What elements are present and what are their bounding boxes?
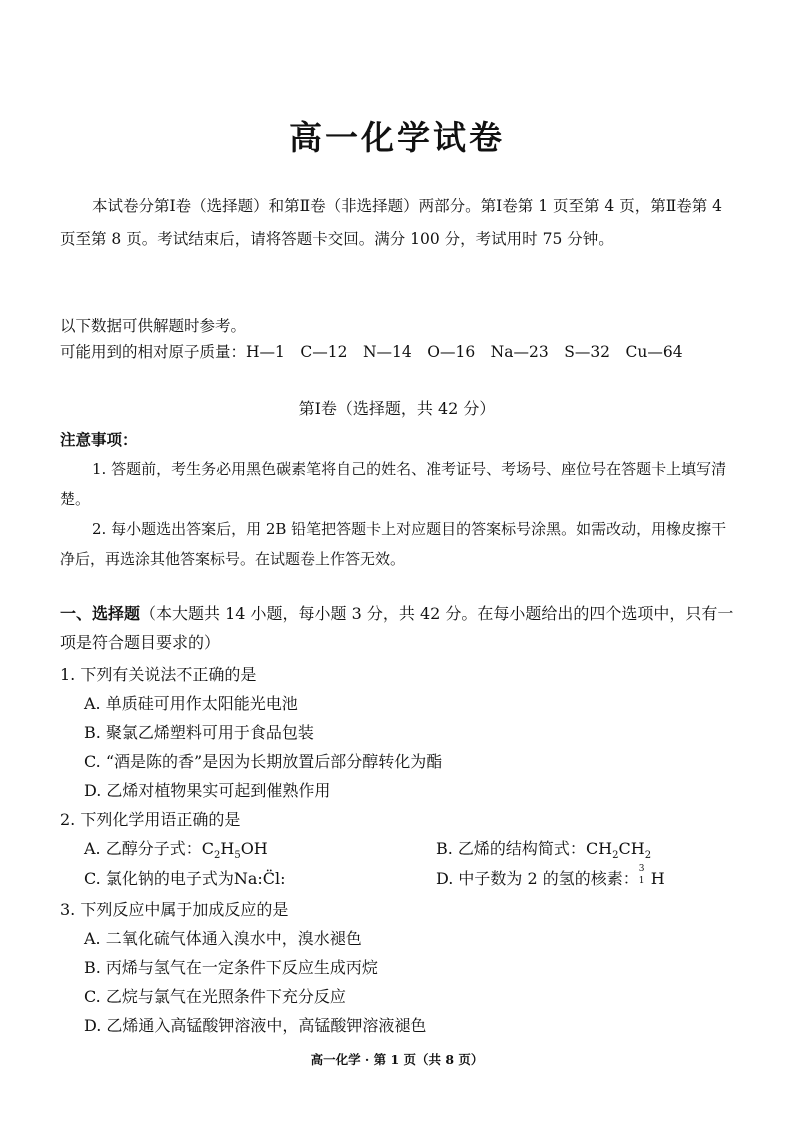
question-stem: 2. 下列化学用语正确的是 <box>60 810 241 829</box>
nuclide-notation: 3 1 <box>638 864 645 886</box>
question-option: C. 乙烷与氯气在光照条件下充分反应 <box>84 987 346 1006</box>
question-option: B. 丙烯与氢气在一定条件下反应生成丙烷 <box>84 958 378 977</box>
reference-note: 以下数据可供解题时参考。 <box>60 317 247 335</box>
question-option: A. 单质硅可用作太阳能光电池 <box>84 694 298 713</box>
option-text: B. 乙烯的结构简式： <box>436 839 586 858</box>
question-option-a <box>84 836 268 861</box>
question-option: A. 二氧化硫气体通入溴水中，溴水褪色 <box>84 929 362 948</box>
note-item: 2. 每小题选出答案后，用 2B 铅笔把答题卡上对应题目的答案标号涂黑。如需改动，用橡皮擦干净后，再选涂其他答案标号。在试题卷上作答无效。 <box>60 520 727 568</box>
electron-formula: Na:C̈l: <box>233 869 286 888</box>
mc-section-label: 一、选择题 <box>60 604 141 623</box>
option-text: D. 中子数为 2 的氢的核素： <box>436 869 639 888</box>
option-text: A. 乙醇分子式： <box>84 839 202 858</box>
question-stem: 3. 下列反应中属于加成反应的是 <box>60 900 289 919</box>
notes-title: 注意事项： <box>60 430 138 449</box>
question-option-d <box>436 866 665 889</box>
question-option-c <box>84 866 286 889</box>
page-footer: 高一化学 · 第 1 页（共 8 页） <box>310 1052 484 1067</box>
chemical-formula: $CH_2CH_2$ <box>585 839 652 862</box>
element-symbol: H <box>650 869 665 888</box>
question-stem: 1. 下列有关说法不正确的是 <box>60 665 257 684</box>
atomic-mass-line: 可能用到的相对原子质量：H—1 C—12 N—14 O—16 Na—23 S—32 Cu—64 <box>60 343 683 361</box>
chemical-formula: $C_2H_5OH$ <box>201 839 268 862</box>
exam-instructions: 本试卷分第Ⅰ卷（选择题）和第Ⅱ卷（非选择题）两部分。第Ⅰ卷第 1 页至第 4 页，第Ⅱ卷第 4 页至第 8 页。考试结束后，请将答题卡交回。满分 100 分，考试用时 75 分钟。 <box>60 197 723 248</box>
question-option: D. 乙烯通入高锰酸钾溶液中，高锰酸钾溶液褪色 <box>84 1016 427 1035</box>
page-title: 高一化学试卷 <box>289 118 505 157</box>
mc-section-description: （本大题共 14 小题，每小题 3 分，共 42 分。在每小题给出的四个选项中，只有一项是符合题目要求的） <box>60 604 734 652</box>
part1-heading: 第Ⅰ卷（选择题，共 42 分） <box>298 399 496 418</box>
question-option-b <box>436 836 651 861</box>
option-text: C. 氯化钠的电子式为 <box>84 869 234 888</box>
question-option: D. 乙烯对植物果实可起到催熟作用 <box>84 781 331 800</box>
question-option: B. 聚氯乙烯塑料可用于食品包装 <box>84 723 314 742</box>
mc-section-header <box>60 599 740 657</box>
question-option: C. “酒是陈的香”是因为长期放置后部分醇转化为酯 <box>84 752 443 771</box>
note-item: 1. 答题前，考生务必用黑色碳素笔将自己的姓名、准考证号、考场号、座位号在答题卡上填写清楚。 <box>60 460 727 508</box>
